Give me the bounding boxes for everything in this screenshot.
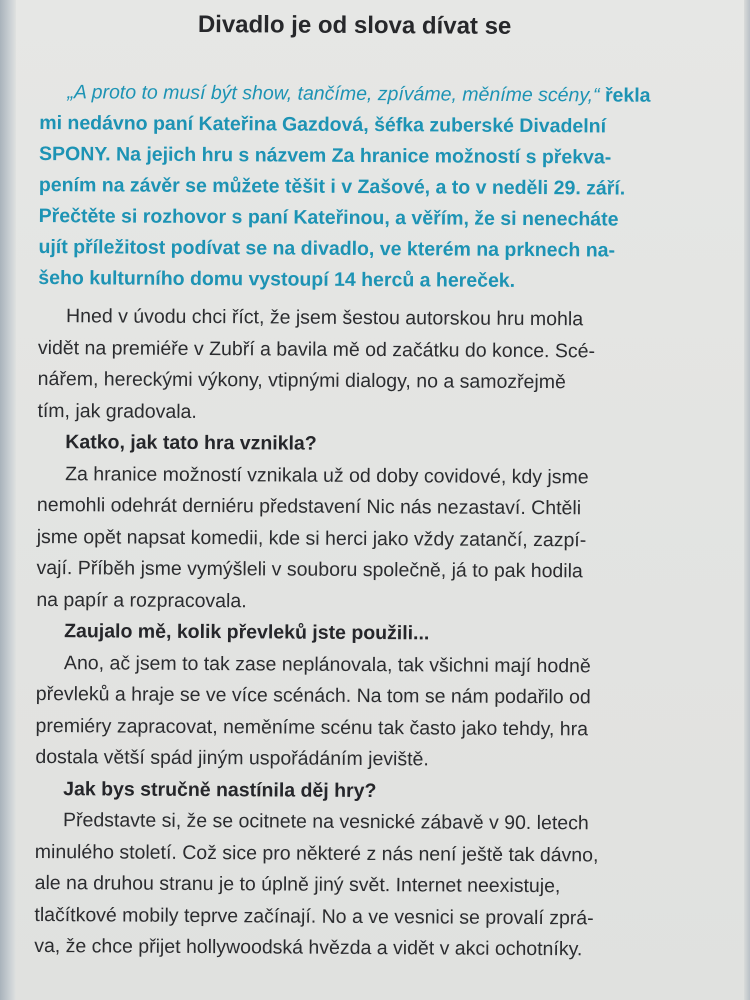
page-right-edge <box>744 0 750 1000</box>
text-line: vají. Příběh jsme vymýšleli v souboru společně, já to pak hodila <box>36 556 583 583</box>
interview-answer-1 <box>36 458 737 620</box>
intro-line-text: řekla <box>599 84 651 107</box>
interview-question-2: Zaujalo mě, kolik převleků jste použili... <box>64 620 430 645</box>
text-line: tlačítkové mobily teprve začínají. No a ve vesnici se provalí zprá- <box>34 903 594 929</box>
article-intro <box>38 77 739 298</box>
text-line: nemohli odehrát derniéru představení Nic nás nezastaví. Chtěli <box>36 493 582 520</box>
interview-answer-3 <box>34 805 735 967</box>
text-line: jsme opět napsat komedii, kde si herci jako vždy zatančí, zazpí- <box>36 525 587 551</box>
text-line: va, že chce přijet hollywoodská hvězda a vidět v akci ochotníky. <box>34 934 583 961</box>
intro-line: SPONY. Na jejich hru s názvem Za hranice možností s překva- <box>39 142 612 169</box>
text-line: převleků a hraje se ve více scénách. Na tom se nám podařilo od <box>35 682 591 709</box>
intro-line: šeho kulturního domu vystoupí 14 herců a hereček. <box>38 266 516 292</box>
text-line: premiéry zapracovat, neměníme scénu tak často jako tehdy, hra <box>35 714 589 740</box>
text-line: vidět na premiéře v Zubří a bavila mě od začátku do konce. Scé- <box>37 336 596 362</box>
interview-answer-2 <box>35 647 736 777</box>
intro-line: Přečtěte si rozhovor s paní Kateřinou, a věřím, že si nenecháte <box>38 204 619 231</box>
text-line: Hned v úvodu chci říct, že jsem šestou autorskou hru mohla <box>66 305 584 331</box>
intro-line: mi nedávno paní Kateřina Gazdová, šéfka zuberské Divadelní <box>39 111 607 138</box>
page-binding-edge <box>0 0 16 1000</box>
text-line: dostala větší spád jiným uspořádáním jeviště. <box>35 745 429 771</box>
intro-line: pením na závěr se můžete těšit i v Zašové, a to v neděli 29. září. <box>38 173 626 200</box>
paragraph-1 <box>37 301 738 431</box>
article-title: Divadlo je od slova dívat se <box>197 10 512 40</box>
interview-question-1: Katko, jak tato hra vznikla? <box>65 431 317 455</box>
text-line: Představte si, že se ocitnete na vesnické zábavě v 90. letech <box>62 809 589 835</box>
interview-question-3: Jak bys stručně nastínila děj hry? <box>63 777 377 802</box>
text-line: na papír a rozpracovala. <box>36 588 247 612</box>
text-line: minulého století. Což sice pro některé z nás není ještě tak dávno, <box>34 840 599 866</box>
intro-line <box>39 77 739 112</box>
text-line: Za hranice možností vznikala už od doby covidové, kdy jsme <box>65 462 589 488</box>
article <box>34 4 740 967</box>
text-line: nářem, hereckými výkony, vtipnými dialogy, no a samozřejmě <box>37 367 566 394</box>
text-line: tím, jak gradovala. <box>37 399 197 423</box>
text-line: ale na druhou stranu je to úplně jiný svět. Internet neexistuje, <box>34 871 561 898</box>
intro-quote: „A proto to musí být show, tančíme, zpíváme, měníme scény,“ <box>67 81 600 107</box>
intro-line: ujít příležitost podívat se na divadlo, ve kterém na prknech na- <box>38 235 616 262</box>
text-line: Ano, ač jsem to tak zase neplánovala, tak všichni mají hodně <box>63 651 591 677</box>
